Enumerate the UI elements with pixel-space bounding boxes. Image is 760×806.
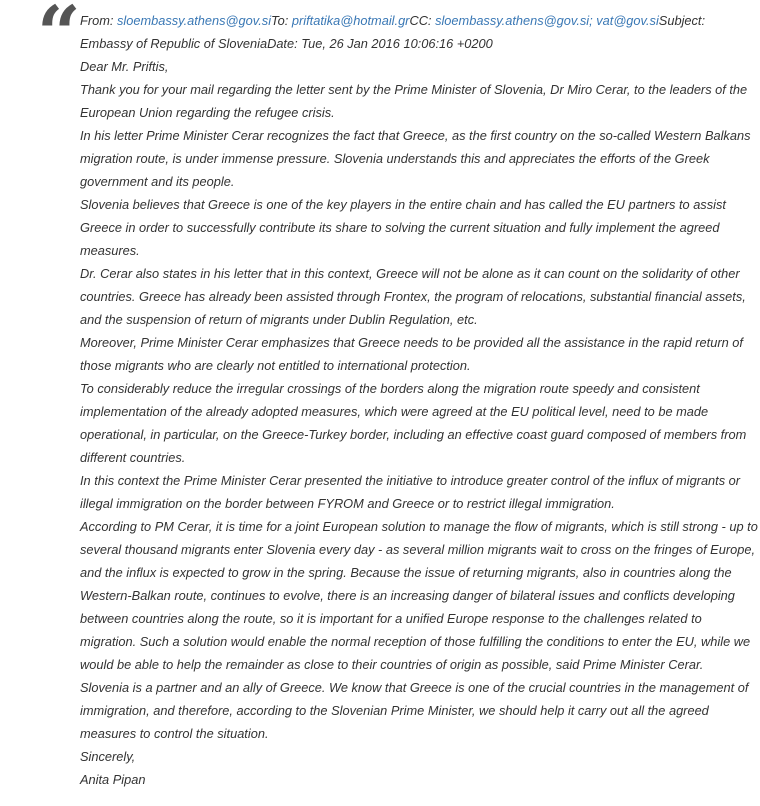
paragraph: Thank you for your mail regarding the letter sent by the Prime Minister of Slovenia, Dr Miro Cerar, to the leaders of the European Union regarding the refugee crisis. — [80, 82, 748, 120]
cc-email-link-2[interactable]: vat@gov.si — [596, 13, 659, 28]
cc-label: CC: — [409, 13, 436, 28]
email-quote — [80, 9, 760, 791]
paragraph: Slovenia is a partner and an ally of Greece. We know that Greece is one of the crucial countries in the management of immigration, and therefore, according to the Slovenian Prime Minister, we should help it carry out all the agreed measures to control the situation. — [80, 680, 749, 741]
paragraph: Dr. Cerar also states in his letter that in this context, Greece will not be alone as it can count on the solidarity of other countries. Greece has already been assisted through Frontex, the program of relocations, substantial financial assets, and the suspension of return of migrants under Dublin Regulation, etc. — [80, 266, 746, 327]
quote-mark-icon: “ — [37, 0, 81, 78]
date-text: Tue, 26 Jan 2016 10:06:16 +0200 — [301, 36, 493, 51]
paragraph: Moreover, Prime Minister Cerar emphasizes that Greece needs to be provided all the assistance in the rapid return of those migrants who are clearly not entitled to international protection. — [80, 335, 743, 373]
to-email-link[interactable]: priftatika@hotmail.gr — [291, 13, 410, 28]
paragraph: Slovenia believes that Greece is one of the key players in the entire chain and has called the EU partners to assist Greece in order to successfully contribute its share to solving the current situation and fully implement the agreed measures. — [80, 197, 726, 258]
paragraph: In his letter Prime Minister Cerar recognizes the fact that Greece, as the first country on the so-called Western Balkans migration route, is under immense pressure. Slovenia understands this and appreciates the efforts of the Greek government and its people. — [80, 128, 751, 189]
date-label: Date: — [267, 36, 302, 51]
subject-text: Embassy of Republic of Slovenia — [80, 36, 268, 51]
from-email-link[interactable]: sloembassy.athens@gov.si — [116, 13, 272, 28]
paragraph: In this context the Prime Minister Cerar presented the initiative to introduce greater control of the influx of migrants or illegal immigration on the border between FYROM and Greece or to restrict illegal immigration. — [80, 473, 741, 511]
to-label: To: — [271, 13, 292, 28]
cc-email-link-1[interactable]: sloembassy.athens@gov.si — [435, 13, 590, 28]
closing: Sincerely, — [80, 749, 136, 764]
cc-separator: ; — [589, 13, 597, 28]
from-label: From: — [80, 13, 117, 28]
email-header — [80, 9, 760, 55]
subject-label: Subject: — [658, 13, 706, 28]
paragraph: According to PM Cerar, it is time for a joint European solution to manage the flow of migrants, which is still strong - up to several thousand migrants enter Slovenia every day - as several million migrants wait to cross on the fringes of Europe, and the influx is expected to grow in the spring. Because the issue of returning migrants, also in countries along the Western-Balkan route, continues to evolve, there is an increasing danger of bilateral issues and conflicts developing between countries along the route, so it is important for a unified Europe response to the challenges related to migration. Such a solution would enable the normal reception of those fulfilling the conditions to enter the EU, while we would be able to help the remainder as close to their countries of origin as possible, said Prime Minister Cerar. — [80, 519, 758, 672]
greeting: Dear Mr. Priftis, — [80, 59, 169, 74]
paragraph: To considerably reduce the irregular crossings of the borders along the migration route speedy and consistent implementation of the already adopted measures, which were agreed at the EU political level, need to be made operational, in particular, on the Greece-Turkey border, including an effective coast guard composed of members from different countries. — [80, 381, 747, 465]
signature: Anita Pipan — [80, 772, 146, 787]
